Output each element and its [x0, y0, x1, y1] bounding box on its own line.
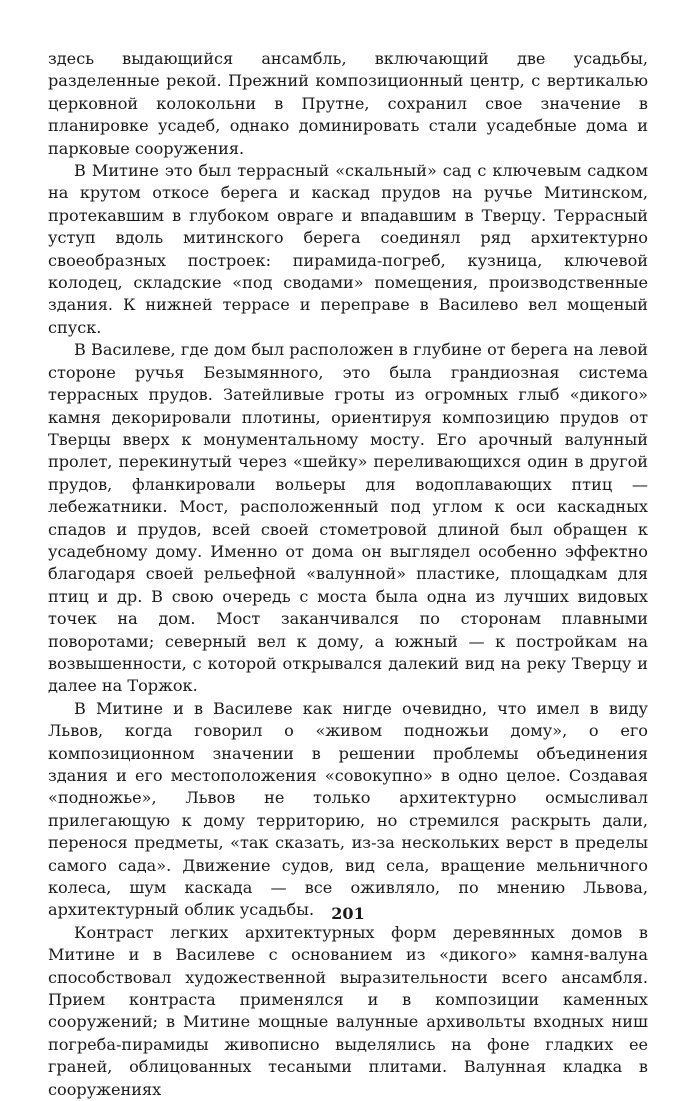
paragraph-5: Контраст легких архитектурных форм деревянных домов в Митине и в Василеве с основанием из «дикого» камня-валуна способствовал художественной выразительности всего ансамбля. Прием контраста применялся и в композиции каменных сооружений; в Митине мощные валунные архивольты входных ниш погреба-пирамиды живописно выделялись на фоне гладких ее граней, облицованных тесаными плитами. Валунная кладка в сооружениях [48, 922, 648, 1099]
paragraph-2: В Митине это был террасный «скальный» сад с ключевым садком на крутом откосе берега и каскад прудов на ручье Митинском, протекавшим в глубоком овраге и впадавшим в Тверцу. Террасный уступ вдоль митинского берега соединял ряд архитектурно своеобразных построек: пирамида-погреб, кузница, ключевой колодец, складские «под сводами» помещения, производственные здания. К нижней террасе и переправе в Василево вел мощеный спуск. [48, 161, 648, 337]
page-number: 201 [331, 904, 365, 923]
paragraph-1: здесь выдающийся ансамбль, включающий две усадьбы, разделенные рекой. Прежний композиционный центр, с вертикалью церковной колокольни в Прутне, сохранил свое значение в планировке усадеб, однако доминировать стали усадебные дома и парковые сооружения. [48, 49, 648, 158]
paragraph-4: В Митине и в Василеве как нигде очевидно, что имел в виду Львов, когда говорил о «живом подножьи дому», о его композиционном значении в решении проблемы объединения здания и его местоположения «совокупно» в одно целое. Создавая «подножье», Львов не только архитектурно осмысливал прилегающую к дому территорию, но стремился раскрыть дали, перенося предметы, «так сказать, из-за нескольких верст в пределы самого сада». Движение судов, вид села, вращение мельничного колеса, шум каскада — все оживляло, по мнению Львова, архитектурный облик усадьбы. [48, 698, 648, 920]
paragraph-3: В Василеве, где дом был расположен в глубине от берега на левой стороне ручья Безымянного, это была грандиозная система террасных прудов. Затейливые гроты из огромных глыб «дикого» камня декорировали плотины, ориентируя композицию прудов от Тверцы вверх к монументальному мосту. Его арочный валунный пролет, перекинутый через «шейку» переливающихся один в другой прудов, фланкировали вольеры для водоплавающих птиц — лебежатники. Мост, расположенный под углом к оси каскадных спадов и прудов, всей своей стометровой длиной был обращен к усадебному дому. Именно от дома он выглядел особенно эффектно благодаря своей рельефной «валунной» пластике, площадкам для птиц и др. В свою очередь с моста была одна из лучших видовых точек на дом. Мост заканчивался по сторонам плавными поворотами; северный вел к дому, а южный — к постройкам на возвышенности, с которой открывался далекий вид на реку Тверцу и далее на Торжок. [48, 340, 648, 696]
page-body [48, 48, 648, 1101]
